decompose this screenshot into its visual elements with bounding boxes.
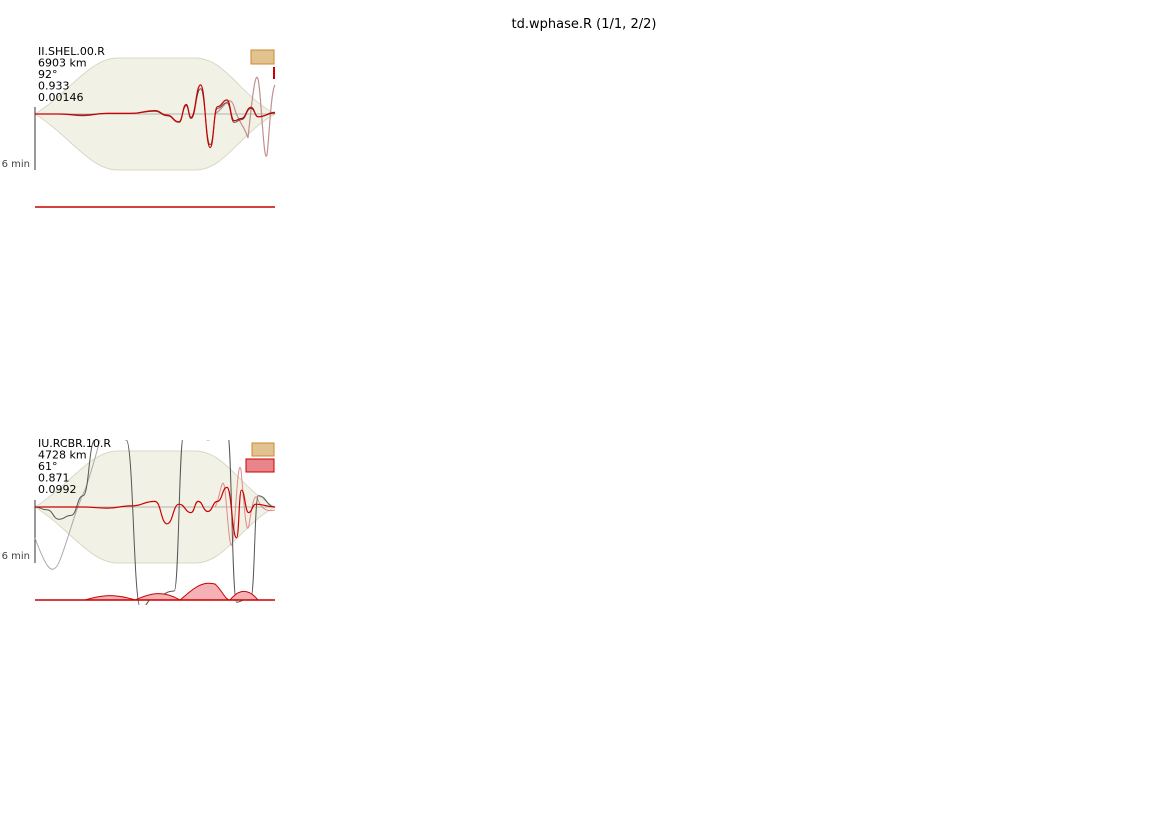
- figure-title: td.wphase.R (1/1, 2/2): [511, 17, 657, 32]
- time-scale-label: 6 min: [1, 551, 30, 562]
- time-scale-label: 6 min: [1, 159, 30, 170]
- station-amplitude: 0.0992: [38, 483, 77, 496]
- station-distance: 6903 km: [38, 56, 87, 70]
- panel-2: [2, 423, 275, 608]
- station-code: II.SHEL.00.R: [38, 45, 105, 58]
- window-marker: [251, 50, 274, 64]
- station-code: IU.RCBR.10.R: [38, 437, 111, 450]
- misfit-marker: [246, 459, 274, 472]
- station-azimuth: 92°: [38, 68, 58, 81]
- window-marker: [252, 443, 274, 456]
- station-azimuth: 61°: [38, 460, 58, 473]
- misfit-area: [35, 583, 275, 600]
- station-distance: 4728 km: [38, 448, 87, 462]
- station-correlation: 0.871: [38, 471, 70, 485]
- station-amplitude: 0.00146: [38, 91, 84, 104]
- panel-1: [2, 45, 275, 207]
- station-correlation: 0.933: [38, 79, 70, 93]
